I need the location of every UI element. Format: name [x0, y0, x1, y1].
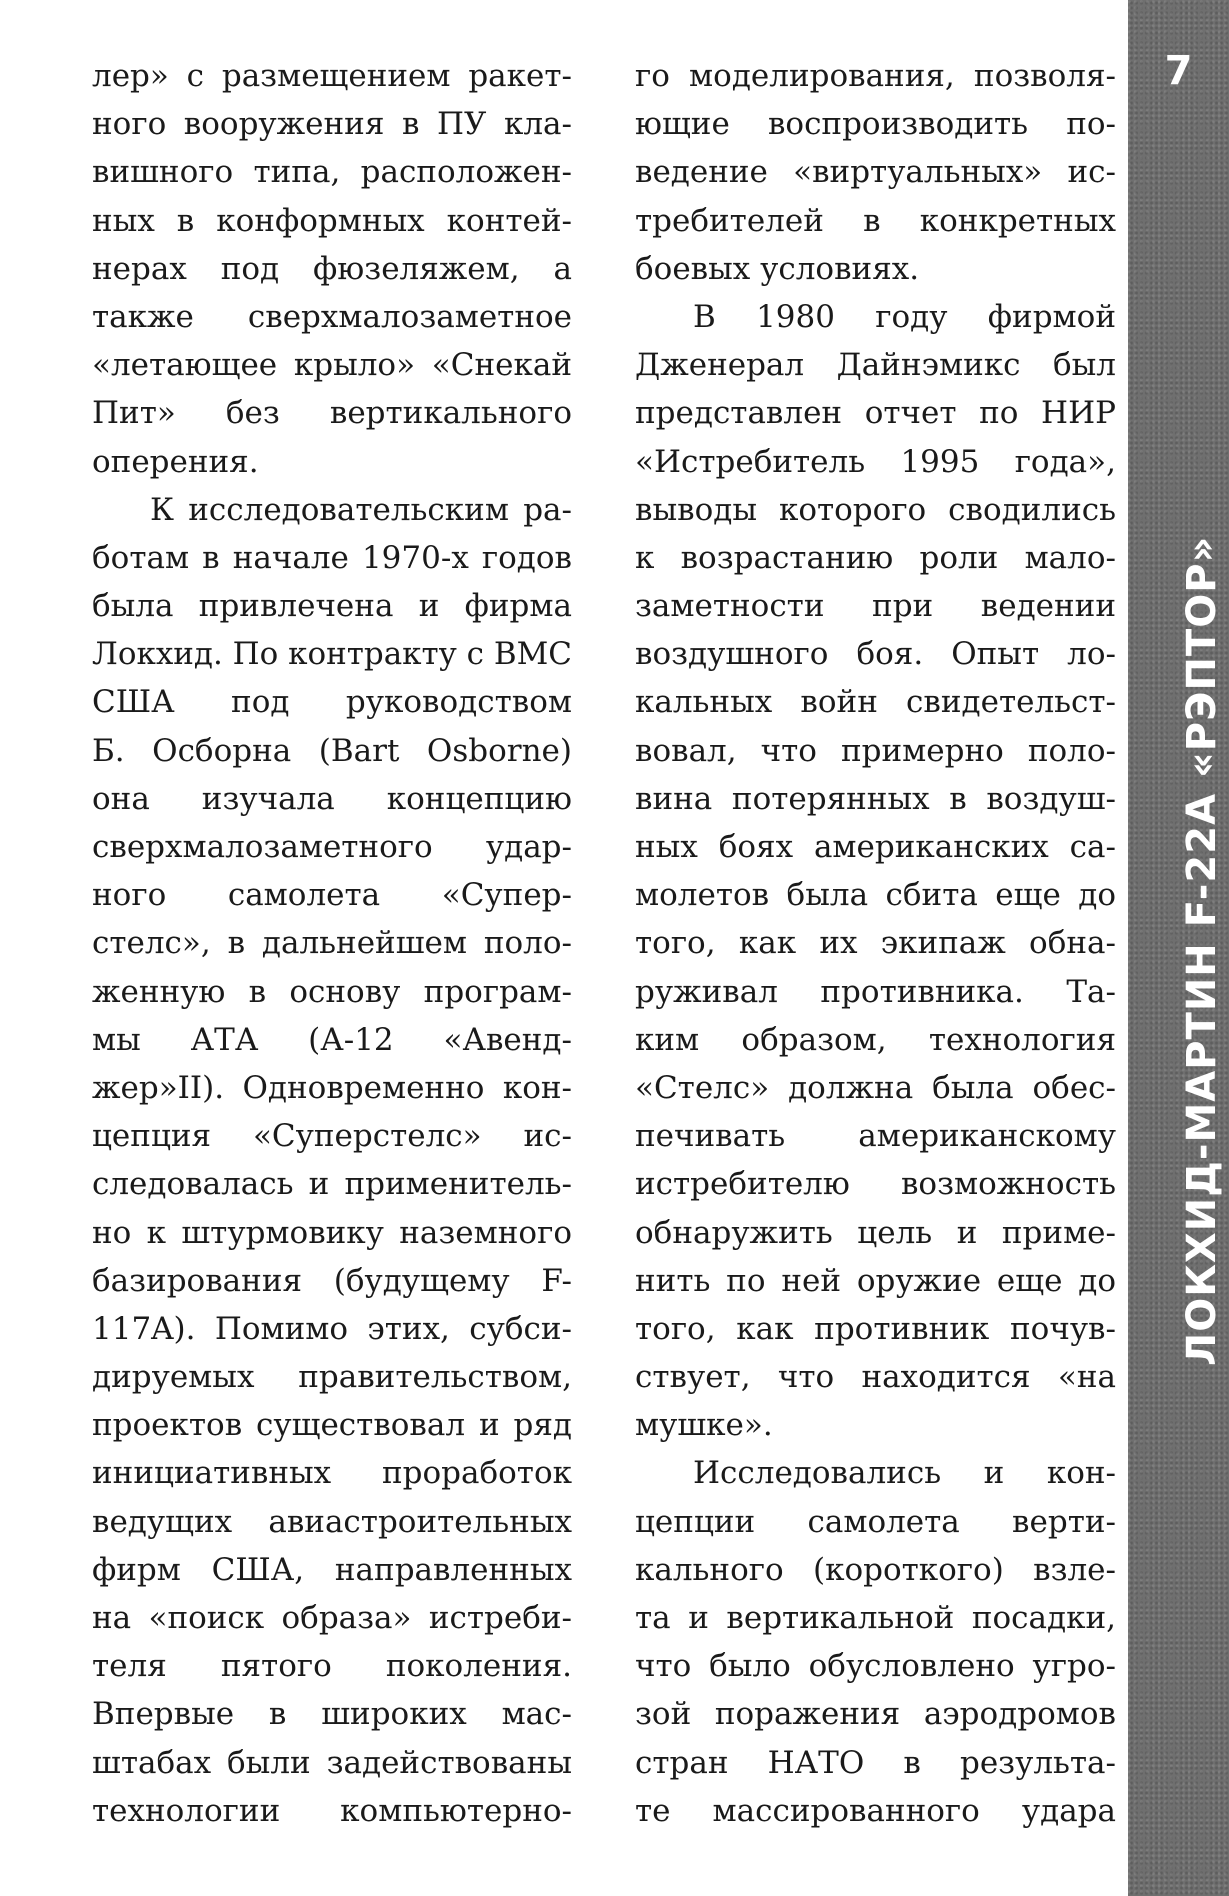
- text-line: обнаружить цель и приме-: [635, 1214, 1116, 1251]
- text-line: те массированного удара: [635, 1792, 1116, 1829]
- text-line: ведение «виртуальных» ис-: [635, 154, 1116, 191]
- text-line: вина потерянных в воздуш-: [635, 780, 1116, 817]
- text-line: заметности при ведении: [635, 588, 1116, 625]
- text-line: ных в конформных контей-: [92, 202, 572, 239]
- text-line: ботам в начале 1970-х годов: [92, 539, 572, 576]
- text-line: вишного типа, расположен-: [92, 154, 572, 191]
- text-line: требителей в конкретных: [635, 202, 1116, 239]
- page-number: 7: [1164, 48, 1193, 94]
- text-line: «Стелс» должна была обес-: [635, 1069, 1116, 1106]
- text-line: кальных войн свидетельст-: [635, 684, 1116, 721]
- text-line: руживал противника. Та-: [635, 973, 1116, 1010]
- text-line: лер» с размещением ракет-: [92, 58, 572, 94]
- text-line: «летающее крыло» «Снекай: [92, 347, 572, 384]
- text-line: оперения.: [92, 443, 259, 480]
- text-line: фирм США, направленных: [92, 1551, 572, 1588]
- text-line: ных боях американских са-: [635, 829, 1116, 865]
- text-line: цепции самолета верти-: [635, 1503, 1116, 1540]
- text-line: того, как противник почув-: [635, 1310, 1116, 1347]
- text-line: она изучала концепцию: [92, 780, 572, 817]
- text-line: воздушного боя. Опыт ло-: [635, 636, 1116, 673]
- text-line: женную в основу програм-: [92, 973, 572, 1010]
- text-line: «Истребитель 1995 года»,: [635, 443, 1116, 480]
- text-line: цепция «Суперстелс» ис-: [92, 1118, 572, 1155]
- left-text-column: [92, 52, 572, 1835]
- text-line: теля пятого поколения.: [92, 1648, 572, 1685]
- text-line: базирования (будущему F-: [92, 1262, 572, 1299]
- text-line: жер»II). Одновременно кон-: [92, 1069, 572, 1106]
- text-line: стран НАТО в результа-: [635, 1744, 1116, 1781]
- text-line: ведущих авиастроительных: [92, 1503, 572, 1540]
- text-line: что было обусловлено угро-: [635, 1648, 1116, 1685]
- text-line: кального (короткого) взле-: [635, 1551, 1116, 1588]
- text-line: Дженерал Дайнэмикс был: [635, 347, 1116, 384]
- text-line: вовал, что примерно поло-: [635, 732, 1116, 769]
- text-line: го моделирования, позволя-: [635, 58, 1116, 94]
- text-line: истребителю возможность: [635, 1166, 1116, 1203]
- text-line: зой поражения аэродромов: [635, 1696, 1116, 1733]
- running-head-title: ЛОКХИД-МАРТИН F-22A «РЭПТОР»: [1179, 535, 1225, 1366]
- right-text-column: [635, 52, 1116, 1835]
- text-line: печивать американскому: [635, 1118, 1116, 1155]
- text-line: молетов была сбита еще до: [635, 877, 1116, 914]
- text-line: Исследовались и кон-: [693, 1455, 1116, 1492]
- text-line: ствует, что находится «на: [635, 1359, 1116, 1396]
- text-line: стелс», в дальнейшем поло-: [92, 925, 572, 962]
- text-line: штабах были задействованы: [92, 1744, 572, 1781]
- text-line: 117A). Помимо этих, субси-: [92, 1310, 572, 1347]
- text-line: того, как их экипаж обна-: [635, 925, 1116, 962]
- text-line: Б. Осборна (Bart Osborne): [92, 732, 572, 769]
- text-line: представлен отчет по НИР: [635, 395, 1116, 432]
- text-line: инициативных проработок: [92, 1455, 572, 1492]
- text-line: сверхмалозаметного удар-: [92, 829, 572, 865]
- text-line: ного вооружения в ПУ кла-: [92, 106, 572, 143]
- text-line: боевых условиях.: [635, 250, 920, 287]
- text-line: также сверхмалозаметное: [92, 298, 572, 335]
- text-line: Впервые в широких мас-: [92, 1696, 572, 1733]
- text-line: США под руководством: [92, 684, 572, 721]
- text-line: следовалась и применитель-: [92, 1166, 572, 1203]
- text-line: на «поиск образа» истреби-: [92, 1600, 572, 1636]
- text-line: проектов существовал и ряд: [92, 1407, 572, 1444]
- text-line: ного самолета «Супер-: [92, 877, 572, 914]
- text-line: В 1980 году фирмой: [693, 298, 1116, 335]
- text-line: нерах под фюзеляжем, а: [92, 250, 572, 287]
- text-line: но к штурмовику наземного: [92, 1214, 572, 1251]
- text-line: нить по ней оружие еще до: [635, 1262, 1116, 1299]
- text-line: ющие воспроизводить по-: [635, 106, 1116, 143]
- text-line: Пит» без вертикального: [92, 395, 572, 432]
- text-line: К исследовательским ра-: [150, 491, 572, 528]
- text-line: была привлечена и фирма: [92, 588, 572, 625]
- text-line: выводы которого сводились: [635, 491, 1116, 528]
- text-line: мы АТА (А-12 «Авенд-: [92, 1021, 572, 1058]
- text-line: технологии компьютерно-: [92, 1792, 572, 1829]
- text-line: ким образом, технология: [635, 1021, 1116, 1058]
- text-line: та и вертикальной посадки,: [635, 1600, 1116, 1636]
- text-line: мушке».: [635, 1407, 773, 1444]
- text-line: к возрастанию роли мало-: [635, 539, 1116, 576]
- text-line: Локхид. По контракту с ВМС: [92, 636, 572, 673]
- text-line: дируемых правительством,: [92, 1359, 572, 1396]
